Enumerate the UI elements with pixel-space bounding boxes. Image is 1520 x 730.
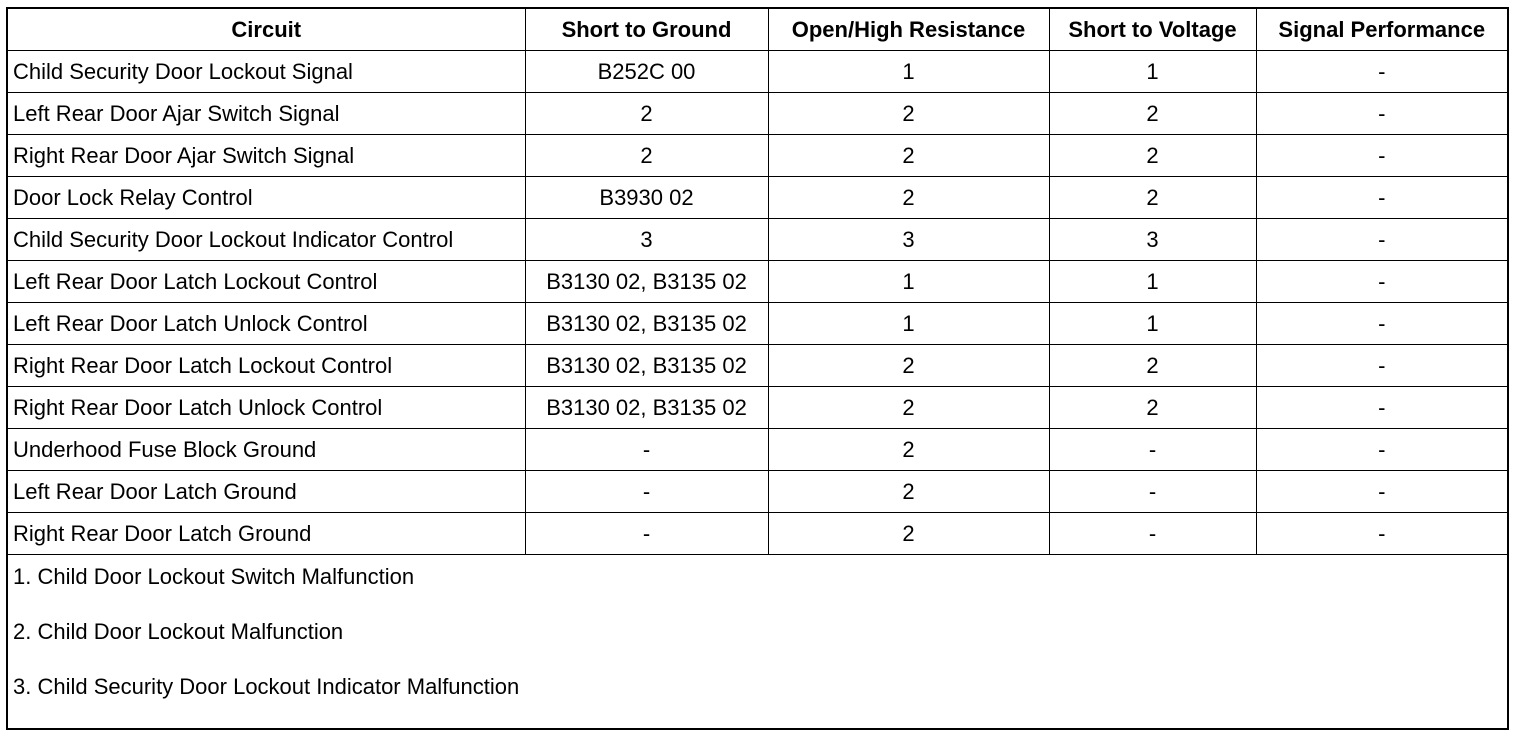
cell-short-to-voltage: - (1049, 513, 1256, 555)
header-short-to-voltage: Short to Voltage (1049, 8, 1256, 51)
table-row (7, 135, 1508, 177)
cell-short-to-voltage: 2 (1049, 387, 1256, 429)
cell-short-to-ground: B3130 02, B3135 02 (525, 387, 768, 429)
cell-signal-performance: - (1256, 219, 1508, 261)
table-row (7, 177, 1508, 219)
table-row (7, 261, 1508, 303)
cell-circuit: Door Lock Relay Control (7, 177, 525, 219)
cell-short-to-voltage: 1 (1049, 51, 1256, 93)
cell-short-to-voltage: 1 (1049, 303, 1256, 345)
table-row (7, 51, 1508, 93)
cell-circuit: Left Rear Door Latch Unlock Control (7, 303, 525, 345)
cell-open-high-resistance: 2 (768, 135, 1049, 177)
cell-signal-performance: - (1256, 177, 1508, 219)
table-row (7, 387, 1508, 429)
cell-open-high-resistance: 2 (768, 177, 1049, 219)
cell-short-to-ground: B3130 02, B3135 02 (525, 303, 768, 345)
cell-circuit: Left Rear Door Ajar Switch Signal (7, 93, 525, 135)
cell-short-to-voltage: 2 (1049, 345, 1256, 387)
cell-open-high-resistance: 2 (768, 345, 1049, 387)
cell-signal-performance: - (1256, 303, 1508, 345)
note-1: 1. Child Door Lockout Switch Malfunction (13, 564, 415, 589)
cell-short-to-ground: B3130 02, B3135 02 (525, 261, 768, 303)
cell-short-to-ground: B3130 02, B3135 02 (525, 345, 768, 387)
cell-open-high-resistance: 2 (768, 387, 1049, 429)
header-open-high-resistance: Open/High Resistance (768, 8, 1049, 51)
cell-signal-performance: - (1256, 135, 1508, 177)
notes-cell (7, 555, 1508, 730)
cell-open-high-resistance: 1 (768, 261, 1049, 303)
cell-short-to-ground: B3930 02 (525, 177, 768, 219)
cell-signal-performance: - (1256, 429, 1508, 471)
cell-circuit: Right Rear Door Latch Ground (7, 513, 525, 555)
cell-open-high-resistance: 2 (768, 513, 1049, 555)
cell-short-to-ground: - (525, 513, 768, 555)
cell-circuit: Right Rear Door Latch Unlock Control (7, 387, 525, 429)
cell-short-to-voltage: 2 (1049, 135, 1256, 177)
table-row (7, 219, 1508, 261)
cell-open-high-resistance: 1 (768, 303, 1049, 345)
table-row (7, 93, 1508, 135)
cell-open-high-resistance: 3 (768, 219, 1049, 261)
table-row (7, 513, 1508, 555)
table-body (7, 51, 1508, 730)
cell-short-to-voltage: - (1049, 471, 1256, 513)
cell-signal-performance: - (1256, 471, 1508, 513)
cell-signal-performance: - (1256, 345, 1508, 387)
table-row (7, 429, 1508, 471)
header-signal-performance: Signal Performance (1256, 8, 1508, 51)
cell-short-to-voltage: 2 (1049, 177, 1256, 219)
cell-circuit: Child Security Door Lockout Signal (7, 51, 525, 93)
cell-short-to-ground: 2 (525, 93, 768, 135)
cell-open-high-resistance: 2 (768, 471, 1049, 513)
cell-signal-performance: - (1256, 513, 1508, 555)
note-2: 2. Child Door Lockout Malfunction (13, 619, 344, 644)
table-row (7, 345, 1508, 387)
cell-circuit: Left Rear Door Latch Ground (7, 471, 525, 513)
cell-short-to-voltage: - (1049, 429, 1256, 471)
header-circuit: Circuit (7, 8, 525, 51)
cell-circuit: Left Rear Door Latch Lockout Control (7, 261, 525, 303)
cell-short-to-voltage: 3 (1049, 219, 1256, 261)
cell-signal-performance: - (1256, 261, 1508, 303)
cell-signal-performance: - (1256, 93, 1508, 135)
cell-circuit: Underhood Fuse Block Ground (7, 429, 525, 471)
cell-signal-performance: - (1256, 51, 1508, 93)
cell-short-to-voltage: 1 (1049, 261, 1256, 303)
cell-short-to-ground: 3 (525, 219, 768, 261)
header-short-to-ground: Short to Ground (525, 8, 768, 51)
note-3: 3. Child Security Door Lockout Indicator Malfunction (13, 674, 520, 699)
cell-circuit: Child Security Door Lockout Indicator Control (7, 219, 525, 261)
circuit-diagnostic-table (6, 7, 1509, 730)
cell-short-to-ground: - (525, 471, 768, 513)
cell-open-high-resistance: 1 (768, 51, 1049, 93)
cell-open-high-resistance: 2 (768, 429, 1049, 471)
notes-row (7, 555, 1508, 730)
cell-short-to-ground: - (525, 429, 768, 471)
cell-signal-performance: - (1256, 387, 1508, 429)
table-header-row (7, 8, 1508, 51)
cell-open-high-resistance: 2 (768, 93, 1049, 135)
table-row (7, 471, 1508, 513)
table-row (7, 303, 1508, 345)
cell-short-to-ground: B252C 00 (525, 51, 768, 93)
cell-circuit: Right Rear Door Ajar Switch Signal (7, 135, 525, 177)
cell-short-to-ground: 2 (525, 135, 768, 177)
cell-circuit: Right Rear Door Latch Lockout Control (7, 345, 525, 387)
cell-short-to-voltage: 2 (1049, 93, 1256, 135)
